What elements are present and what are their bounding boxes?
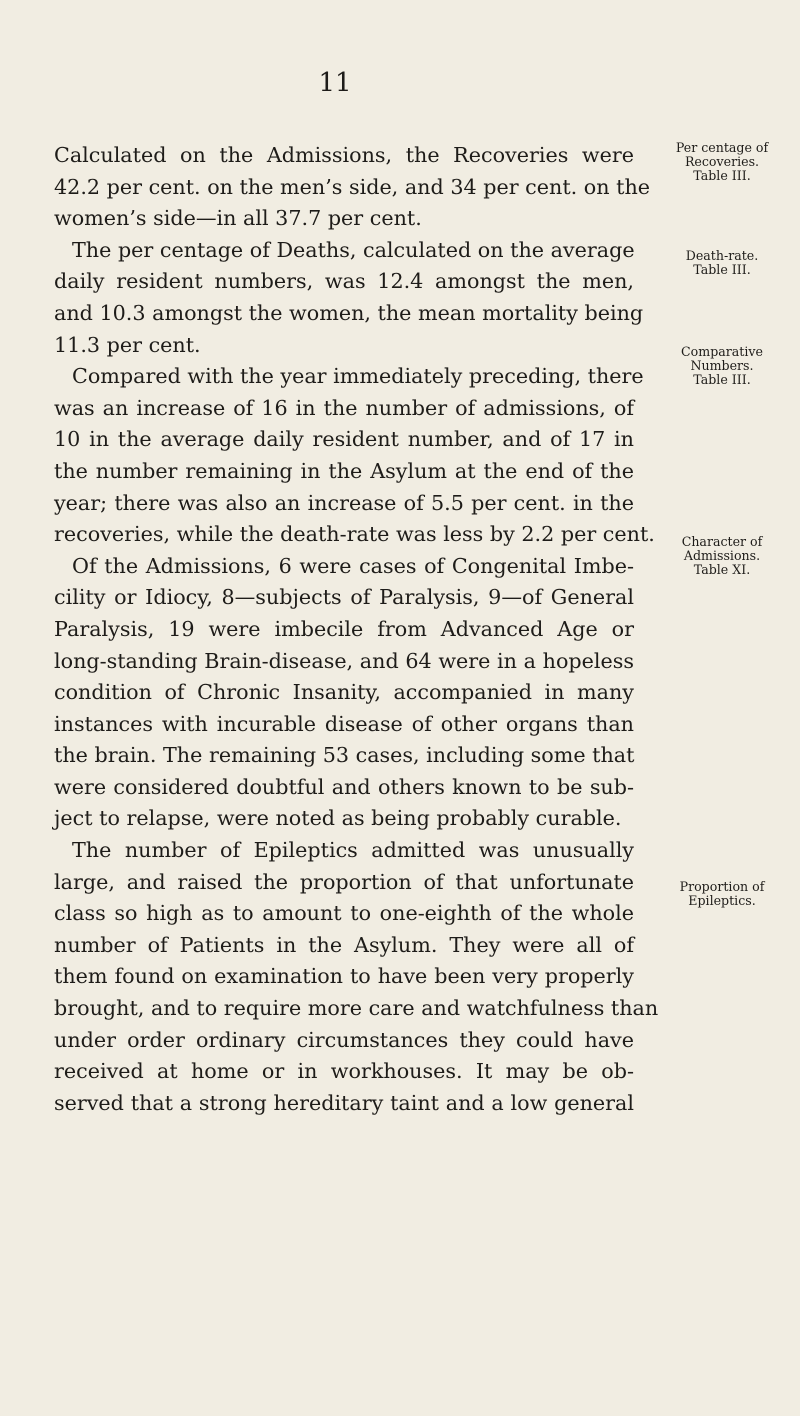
margin-note-line: Table III.	[693, 262, 751, 277]
margin-note-line: Epileptics.	[688, 893, 756, 908]
text-line: 42.2 per cent. on the men’s side, and 34 per cent. on the	[54, 174, 651, 199]
text-line: year; there was also an increase of 5.5 per cent. in the	[54, 490, 634, 515]
text-line: The per centage of Deaths, calculated on the average	[72, 237, 635, 262]
text-line: cility or Idiocy, 8—subjects of Paralysis, 9—of General	[54, 585, 634, 610]
margin-note-line: Per centage of	[675, 140, 769, 155]
text-line: the number remaining in the Asylum at the end of the	[54, 458, 634, 483]
text-line: instances with incurable disease of other organs than	[54, 711, 634, 736]
text-line: class so high as to amount to one-eighth of the whole	[54, 901, 634, 926]
margin-note-line: Table III.	[693, 372, 751, 387]
margin-note-line: Proportion of	[679, 879, 765, 894]
text-line: Calculated on the Admissions, the Recoveries were	[54, 143, 634, 167]
margin-note-line: Table III.	[693, 168, 751, 183]
text-line: daily resident numbers, was 12.4 amongst the men,	[54, 269, 634, 294]
text-line: Of the Admissions, 6 were cases of Congenital Imbe-	[72, 553, 634, 578]
page-number: 11	[318, 68, 352, 98]
text-line: The number of Epileptics admitted was unusually	[72, 838, 634, 863]
margin-note-line: Recoveries.	[684, 154, 760, 169]
text-line: served that a strong hereditary taint and a low general	[54, 1090, 634, 1115]
text-line: under order ordinary circumstances they could have	[54, 1027, 634, 1052]
body-text	[54, 140, 659, 1119]
margin-note-line: Admissions.	[683, 548, 761, 563]
margin-note-line: Comparative	[681, 344, 763, 359]
text-line: ject to relapse, were noted as being probably curable.	[54, 806, 622, 831]
text-line: large, and raised the proportion of that unfortunate	[54, 869, 634, 894]
text-line: Compared with the year immediately preceding, there	[72, 364, 644, 389]
margin-note-epileptics	[652, 880, 792, 908]
text-line: and 10.3 amongst the women, the mean mortality being	[54, 300, 644, 325]
text-line: number of Patients in the Asylum. They were all of	[54, 932, 634, 957]
text-line: 10 in the average daily resident number, and of 17 in	[54, 427, 634, 452]
margin-note-comparative	[652, 345, 792, 387]
text-line: recoveries, while the death-rate was less by 2.2 per cent.	[54, 522, 655, 547]
margin-note-recoveries	[652, 141, 792, 183]
text-line: were considered doubtful and others known to be sub-	[54, 774, 634, 799]
margin-note-line: Table XI.	[693, 562, 751, 577]
margin-note-line: Character of	[681, 534, 763, 549]
text-line: the brain. The remaining 53 cases, including some that	[54, 743, 635, 768]
text-line: long-standing Brain-disease, and 64 were in a hopeless	[54, 648, 634, 673]
text-line: was an increase of 16 in the number of admissions, of	[54, 395, 634, 420]
text-line: Paralysis, 19 were imbecile from Advanced Age or	[54, 616, 634, 641]
text-line: them found on examination to have been very properly	[54, 964, 634, 989]
text-line: received at home or in workhouses. It may be ob-	[54, 1059, 634, 1084]
margin-note-line: Death-rate.	[685, 248, 759, 263]
margin-note-line: Numbers.	[690, 358, 754, 373]
margin-note-death-rate	[652, 249, 792, 277]
text-line: brought, and to require more care and watchfulness than	[54, 996, 659, 1021]
text-line: condition of Chronic Insanity, accompanied in many	[54, 680, 634, 705]
margin-note-character	[652, 535, 792, 577]
text-line: women’s side—in all 37.7 per cent.	[54, 206, 422, 231]
text-line: 11.3 per cent.	[54, 332, 201, 357]
